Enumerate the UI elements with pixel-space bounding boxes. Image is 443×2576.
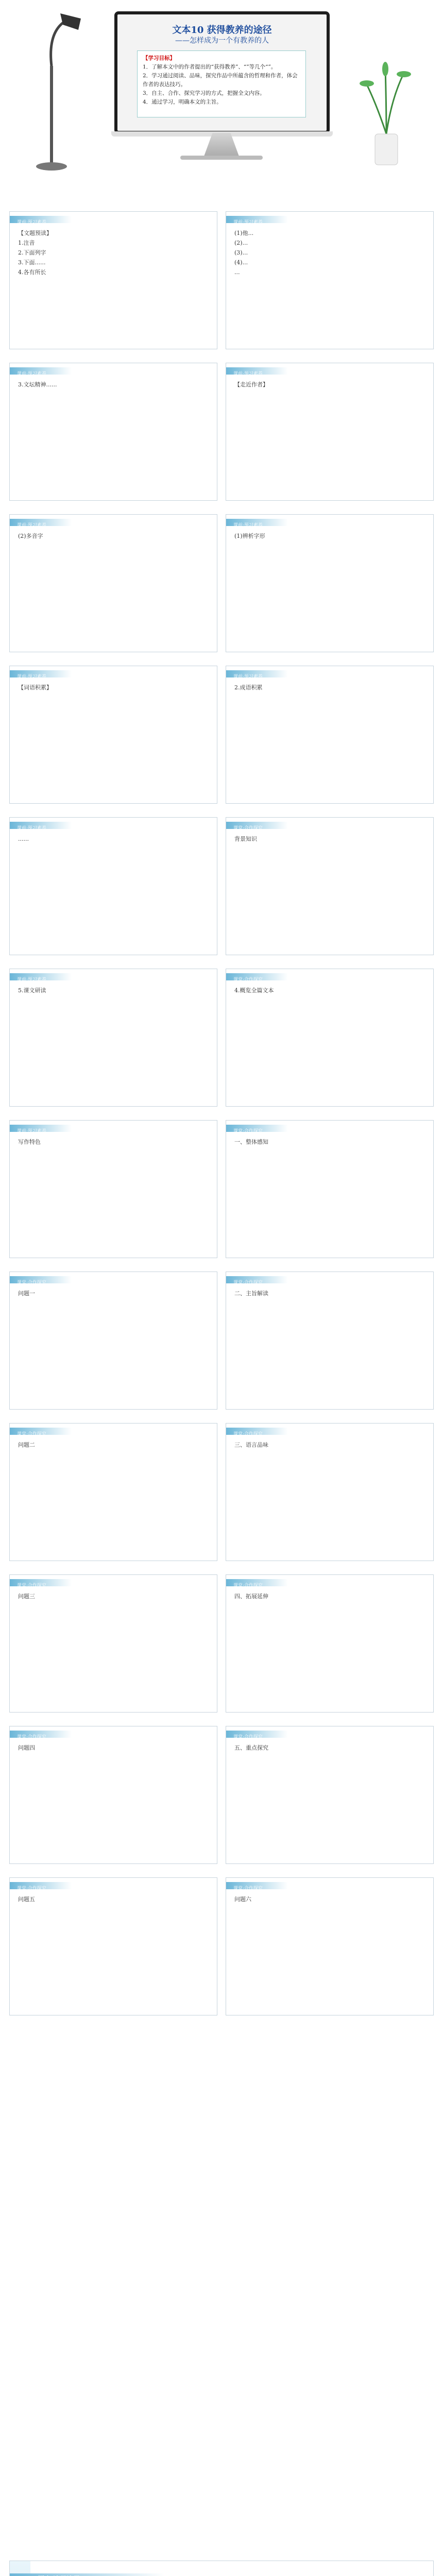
slide-body — [234, 228, 426, 344]
slide-bar-label: 课堂·合作探究 — [233, 826, 263, 831]
slide — [226, 1574, 434, 1713]
slide-line: 问题五 — [18, 1896, 35, 1903]
slide-line: 五、重点探究 — [234, 1744, 268, 1751]
slide-bar — [10, 822, 72, 829]
monitor — [114, 11, 330, 134]
goals-heading: 【学习目标】 — [143, 55, 175, 61]
slide — [9, 1272, 217, 1410]
monitor-base — [180, 156, 263, 160]
slide-line: 问题四 — [18, 1744, 35, 1751]
slide-bar — [10, 1579, 72, 1586]
slide-bar-label: 课前·预习素养 — [17, 977, 46, 982]
slide-bar — [226, 1579, 288, 1586]
slide-bar-label: 课前·预习素养 — [17, 826, 46, 831]
slide — [226, 1877, 434, 2015]
slide — [9, 363, 217, 501]
slide-line: 【走近作者】 — [234, 381, 268, 388]
slide-bar-label: 课堂·合作探究 — [233, 1129, 263, 1134]
slide-body — [234, 1137, 426, 1252]
potted-plant-icon — [355, 62, 417, 170]
slide-bar — [226, 670, 288, 680]
final-bar — [10, 2573, 164, 2576]
slide-bar — [10, 519, 72, 526]
slide-bar — [226, 1731, 288, 1738]
slide-body — [18, 1289, 210, 1404]
slide — [226, 969, 434, 1107]
slide-body — [234, 1743, 426, 1858]
slide-line: 2.下面列字 — [18, 249, 46, 256]
slide — [226, 817, 434, 955]
slide-bar-label: 课堂·合作探究 — [233, 1583, 263, 1588]
slide-line: (3)... — [234, 249, 248, 256]
slide-bar — [226, 519, 288, 526]
slide — [9, 1423, 217, 1561]
slide — [226, 363, 434, 501]
slide-line: (2)... — [234, 240, 248, 246]
slide-line: 问题三 — [18, 1593, 35, 1600]
slide-bar-label: 课前·预习素养 — [233, 220, 263, 225]
goal-item: 4．通过学习，明确本文的主旨。 — [143, 99, 222, 105]
slide-bar — [226, 1125, 288, 1132]
slide-body — [234, 1894, 426, 2010]
slide-bar-label: 课堂·合作探究 — [17, 1280, 46, 1285]
lesson-subtitle: ——怎样成为一个有教养的人 — [175, 37, 269, 45]
slide-line: (4)... — [234, 259, 248, 266]
slide-bar-label: 课堂·合作探究 — [17, 1886, 46, 1891]
slide-bar-label: 课前·预习素养 — [233, 674, 263, 680]
slide-bar-label: 课堂·合作探究 — [233, 1886, 263, 1891]
lesson-title: 文本10 获得教养的途径 — [172, 25, 272, 36]
slide-bar — [10, 670, 72, 680]
slide-line: 二、主旨解读 — [234, 1290, 268, 1297]
slide-body — [234, 834, 426, 950]
goal-item: 3．自主、合作、探究学习的方式，把握全文内容。 — [143, 90, 265, 96]
slide-bar — [10, 1882, 72, 1889]
slide-bar-label: 课堂·合作探究 — [17, 1432, 46, 1437]
slide-body — [234, 1289, 426, 1404]
goal-item: 2．学习通过阅读、品味，探究作品中所蕴含的哲理和作者，体会作者的表达技巧。 — [143, 73, 298, 88]
slide-bar — [10, 216, 72, 223]
slide-line: (1)他... — [234, 230, 254, 236]
desk-lamp-icon — [32, 9, 83, 174]
slide-line: 3.下面...... — [18, 259, 46, 266]
slide-line: 【文题预读】 — [18, 230, 52, 236]
slide-bar — [226, 1428, 288, 1435]
slide-line: 问题六 — [234, 1896, 251, 1903]
slide-body — [234, 380, 426, 495]
slide — [9, 211, 217, 349]
slide-body — [234, 1591, 426, 1707]
slide-body — [18, 1591, 210, 1707]
slide-bar — [226, 216, 288, 223]
slide — [9, 817, 217, 955]
slide-bar — [10, 1731, 72, 1738]
slide-line: (2)多音字 — [18, 533, 43, 539]
slide-bar-label: 课堂·合作探究 — [233, 1280, 263, 1285]
slide-bar — [226, 367, 288, 375]
slide-bar-label: 课堂·合作探究 — [17, 1735, 46, 1740]
slide-bar-label: 课堂·合作探究 — [17, 1583, 46, 1588]
hero-banner — [0, 0, 443, 206]
slide-body — [18, 1894, 210, 2010]
slide-line: (1)辨析字形 — [234, 533, 265, 539]
slide — [9, 1877, 217, 2015]
goals-box — [137, 50, 306, 117]
final-slide — [9, 2561, 434, 2576]
slide-bar-label: 课前·预习素养 — [17, 523, 46, 528]
slide-line: 四、拓展延伸 — [234, 1593, 268, 1600]
slide — [226, 1423, 434, 1561]
monitor-stand — [203, 133, 240, 158]
slide-bar-label: 课前·预习素养 — [233, 371, 263, 377]
slide-bar — [10, 973, 72, 980]
slide-line: 一、整体感知 — [234, 1139, 268, 1145]
slide-bar-label: 课前·预习素养 — [17, 371, 46, 377]
slide — [226, 1272, 434, 1410]
slide-bar-label: 课前·预习素养 — [233, 523, 263, 528]
slide-body — [18, 531, 210, 647]
slide-line: 3.文坛精神...... — [18, 381, 57, 388]
slide-line: 三、语言品味 — [234, 1442, 268, 1448]
slide-body — [18, 986, 210, 1101]
slide-line: 问题二 — [18, 1442, 35, 1448]
slide-bar — [226, 1276, 288, 1283]
slide-line: ... — [234, 269, 240, 276]
slide-bar — [226, 973, 288, 980]
slide-bar-label: 课堂·合作探究 — [233, 1735, 263, 1740]
slide-bar-label: 课堂·合作探究 — [233, 1432, 263, 1437]
slide-body — [18, 1743, 210, 1858]
slide — [9, 1120, 217, 1258]
slide-bar-label: 课前·预习素养 — [17, 674, 46, 680]
slide-body — [234, 531, 426, 647]
slide-bar — [10, 367, 72, 375]
slide-line: 4.各有所长 — [18, 269, 46, 276]
slide-body — [18, 380, 210, 495]
slide-bar — [10, 1125, 72, 1132]
slide-bar — [10, 1276, 72, 1283]
goal-item: 1．了解本文中的作者提出的“获得教养”、“”等几个“”。 — [143, 64, 277, 70]
slide-bar-label: 课堂·合作探究 — [233, 977, 263, 982]
slide-line: 4.概览全篇文本 — [234, 987, 274, 994]
slide-body — [18, 228, 210, 344]
slide-line: 5.课文研读 — [18, 987, 46, 994]
slide-body — [18, 834, 210, 950]
slide — [9, 514, 217, 652]
slide-line: 写作特色 — [18, 1139, 41, 1145]
slide-bar-label: 课前·预习素养 — [17, 220, 46, 225]
slide — [226, 1120, 434, 1258]
slide — [226, 666, 434, 804]
slide-line: ...... — [18, 836, 29, 842]
slide — [9, 969, 217, 1107]
slide-line: 问题一 — [18, 1290, 35, 1297]
slide — [226, 514, 434, 652]
slide — [9, 1726, 217, 1864]
slide — [9, 1574, 217, 1713]
slide — [226, 211, 434, 349]
slide-bar — [226, 1882, 288, 1889]
slide-bar-label: 课前·预习素养 — [17, 1129, 46, 1134]
slide-line: 2.成语积累 — [234, 684, 263, 691]
slide-body — [234, 1440, 426, 1555]
slide-bar — [226, 822, 288, 829]
slide-body — [234, 683, 426, 798]
slide-body — [18, 1137, 210, 1252]
slide-body — [18, 1440, 210, 1555]
slide-line: 1.注音 — [18, 240, 35, 246]
slide-body — [234, 986, 426, 1101]
slide — [226, 1726, 434, 1864]
slide-body — [18, 683, 210, 798]
slide — [9, 666, 217, 804]
slide-bar — [10, 1428, 72, 1435]
slide-line: 背景知识 — [234, 836, 257, 842]
slide-line: 【词语积累】 — [18, 684, 52, 691]
